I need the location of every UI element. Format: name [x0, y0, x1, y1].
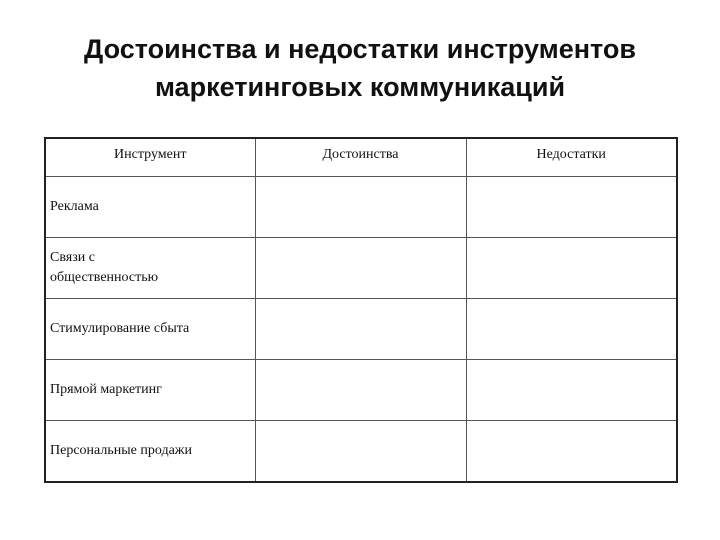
table-row	[45, 298, 677, 359]
instrument-cell	[45, 237, 255, 298]
table-row	[45, 237, 677, 298]
pros-cell	[255, 420, 466, 482]
cons-cell	[466, 237, 677, 298]
table-row	[45, 420, 677, 482]
instrument-line: общественностью	[50, 269, 159, 285]
instrument-cell: Стимулирование сбыта	[45, 298, 255, 359]
header-pros: Достоинства	[255, 138, 466, 176]
slide-title	[0, 30, 720, 106]
pros-cell	[255, 176, 466, 237]
instrument-cell: Прямой маркетинг	[45, 359, 255, 420]
instrument-line: Связи с	[50, 249, 95, 265]
title-line-2: маркетинговых коммуникаций	[154, 72, 566, 102]
table-row	[45, 176, 677, 237]
instrument-cell: Персональные продажи	[45, 420, 255, 482]
header-instrument: Инструмент	[45, 138, 255, 176]
cons-cell	[466, 359, 677, 420]
instrument-cell: Реклама	[45, 176, 255, 237]
cons-cell	[466, 420, 677, 482]
pros-cell	[255, 237, 466, 298]
header-cons: Недостатки	[466, 138, 677, 176]
table-header-row	[45, 138, 677, 176]
pros-cell	[255, 298, 466, 359]
cons-cell	[466, 176, 677, 237]
table-row	[45, 359, 677, 420]
pros-cell	[255, 359, 466, 420]
instruments-table	[44, 137, 678, 483]
cons-cell	[466, 298, 677, 359]
title-line-1: Достоинства и недостатки инструментов	[84, 34, 636, 64]
